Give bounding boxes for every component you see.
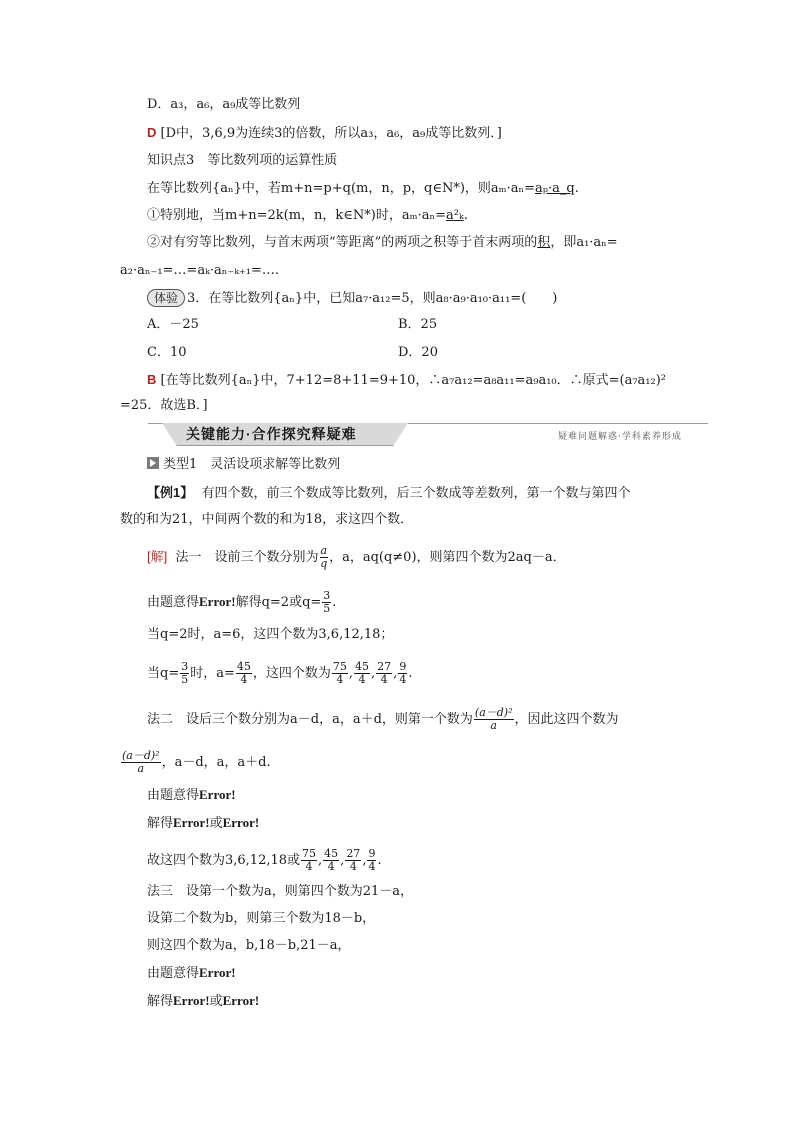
method-2-system: 由题意得Error! bbox=[147, 787, 236, 803]
play-icon bbox=[147, 457, 159, 469]
method-1-case-1: 当q=2时，a=6，这四个数为3,6,12,18； bbox=[147, 627, 394, 642]
answer-text: [D中，3,6,9为连续3的倍数，所以a₃，a₆，a₉成等比数列．] bbox=[160, 126, 502, 141]
fraction: $\frac{27}{4}$ bbox=[377, 660, 392, 686]
fraction: $\frac{a}{q}$ bbox=[320, 544, 328, 570]
fraction: $\frac{9}{4}$ bbox=[368, 847, 376, 873]
fraction: $\frac{3}{5}$ bbox=[181, 660, 189, 686]
fraction: $\frac{45}{4}$ bbox=[236, 660, 251, 686]
method-2-line-2: $\frac{\text{(a－d)²}}{a}$ ，a－d，a，a＋d. bbox=[122, 749, 271, 775]
answer-line-3: =25．故选B．] bbox=[120, 398, 208, 413]
option-c: C．10 bbox=[147, 345, 187, 360]
option-d-line: D．a₃，a₆，a₉成等比数列 bbox=[147, 97, 301, 112]
property-line-1: 在等比数列{aₙ}中，若m+n=p+q(m，n，p，q∈N*)，则aₘ·aₙ=aₚ·a_q. bbox=[147, 181, 579, 196]
section-title: 关键能力·合作探究释疑难 bbox=[186, 426, 357, 442]
fraction: $\frac{75}{4}$ bbox=[302, 847, 317, 873]
answer-line-2: B [在等比数列{aₙ}中，7+12=8+11=9+10，∴a₇a₁₂=a₈a₁₁=a₉a₁₀．∴原式=(a₇a₁₂)² bbox=[147, 372, 666, 388]
option-b: B．25 bbox=[398, 317, 438, 332]
method-3-line-2: 设第二个数为b，则第三个数为18－b， bbox=[147, 911, 376, 926]
property-line-3: ②对有穷等比数列，与首末两项“等距离”的两项之积等于首末两项的积，即a₁·aₙ= bbox=[147, 235, 618, 250]
fraction: $\frac{\text{(a－d)²}}{a}$ bbox=[122, 749, 160, 775]
fraction: $\frac{45}{4}$ bbox=[324, 847, 339, 873]
method-3-line-1: 法三 设第一个数为a，则第四个数为21－a， bbox=[147, 884, 414, 899]
method-2-line-1: 法二 设后三个数分别为a－d，a，a＋d，则第一个数为 $\frac{\text{(a－d)²}}{a}$ ，因此这四个数为 bbox=[147, 706, 619, 732]
method-2-solution: 解得Error!或Error! bbox=[147, 815, 260, 831]
example-line-2: 数的和为21，中间两个数的和为18，求这四个数． bbox=[120, 512, 414, 527]
method-1-system: 由题意得Error!解得q=2或q= $\frac{3}{5}$ . bbox=[147, 589, 337, 615]
practice-badge: 体验 bbox=[147, 289, 185, 307]
fraction: $\frac{27}{4}$ bbox=[346, 847, 361, 873]
example-line-1: 【例1】 有四个数，前三个数成等比数列，后三个数成等差数列，第一个数与第四个 bbox=[147, 485, 631, 501]
option-d: D．20 bbox=[398, 345, 438, 360]
answer-letter: D bbox=[147, 125, 157, 140]
option-a: A．－25 bbox=[147, 317, 199, 332]
method-3-line-3: 则这四个数为a，b,18－b,21－a， bbox=[147, 938, 351, 953]
method-3-system: 由题意得Error! bbox=[147, 965, 236, 981]
method-1-case-2: 当q= $\frac{3}{5}$ 时，a= $\frac{45}{4}$ ，这四个数为 $\frac{75}{4}$ , $\frac{45}{4}$ , $\frac{27}{4}$ , $\frac{9}{4}$ . bbox=[147, 660, 413, 686]
solution-method-1: [解] 法一 设前三个数分别为 $\frac{a}{q}$ ，a，aq(q≠0)，则第四个数为2aq－a． bbox=[147, 544, 566, 570]
answer-letter: B bbox=[147, 372, 157, 387]
fraction: $\frac{75}{4}$ bbox=[332, 660, 347, 686]
method-2-result: 故这四个数为3,6,12,18或 $\frac{75}{4}$ , $\frac{45}{4}$ , $\frac{27}{4}$ , $\frac{9}{4}$ . bbox=[147, 847, 382, 873]
knowledge-point-heading: 知识点3 等比数列项的运算性质 bbox=[147, 153, 338, 168]
type-heading: 类型1 灵活设项求解等比数列 bbox=[147, 456, 340, 474]
fraction: $\frac{9}{4}$ bbox=[399, 660, 407, 686]
fraction: $\frac{45}{4}$ bbox=[355, 660, 370, 686]
practice-question: 体验 3．在等比数列{aₙ}中，已知a₇·a₁₂=5，则a₈·a₉·a₁₀·a₁₁=( ) bbox=[147, 289, 557, 308]
fraction: $\frac{\text{(a－d)²}}{a}$ bbox=[474, 706, 513, 732]
fraction: $\frac{3}{5}$ bbox=[323, 589, 331, 615]
property-line-4: a₂·aₙ₋₁=…=aₖ·aₙ₋ₖ₊₁=…. bbox=[120, 263, 280, 278]
method-3-solution: 解得Error!或Error! bbox=[147, 993, 260, 1009]
answer-line-1 bbox=[147, 124, 502, 143]
section-subtitle: 疑难问题解惑·学科素养形成 bbox=[558, 432, 682, 442]
property-line-2: ①特别地，当m+n=2k(m，n，k∈N*)时，aₘ·aₙ=a²ₖ. bbox=[147, 208, 468, 223]
